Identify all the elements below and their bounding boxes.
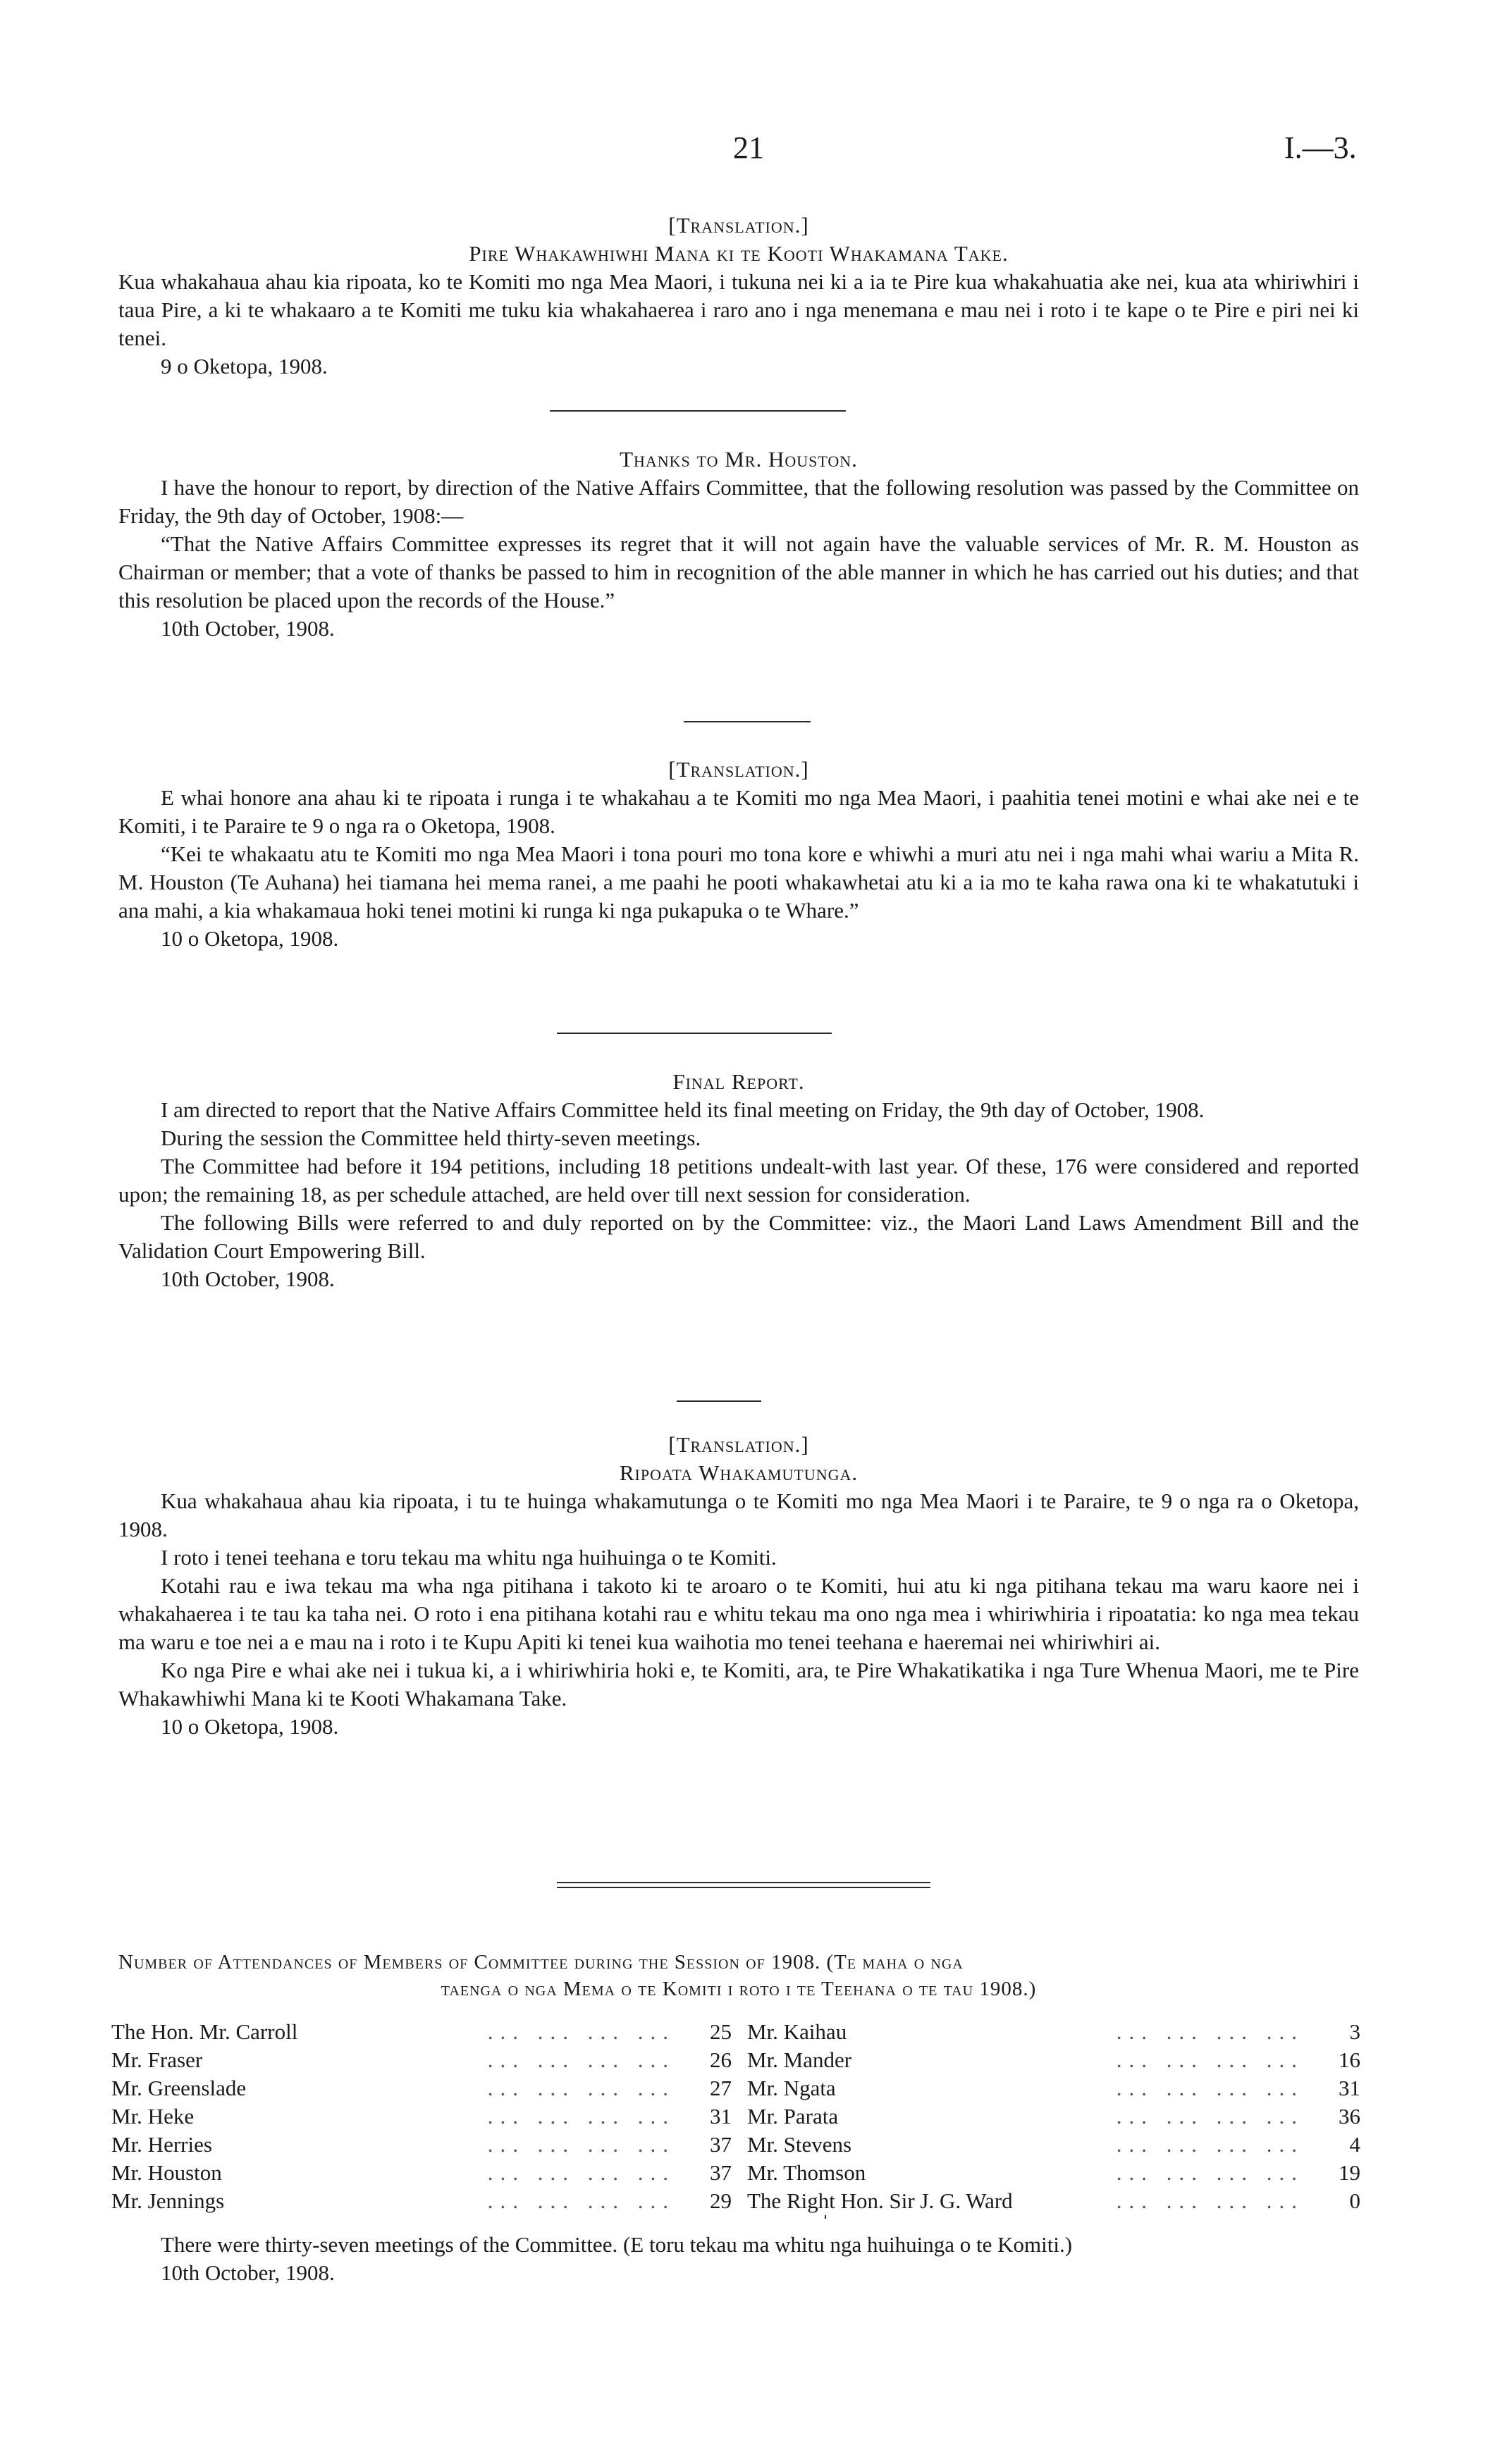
- double-divider-top: [557, 1882, 930, 1883]
- member-name: The Hon. Mr. Carroll: [111, 2018, 305, 2046]
- section-translation-bill: [118, 211, 1359, 381]
- date-line: 10 o Oketopa, 1908.: [161, 926, 339, 951]
- section-thanks-houston: [118, 445, 1359, 643]
- paragraph: E whai honore ana ahau ki te ripoata i runga i te whakahau a te Komiti mo nga Mea Maori, i paahitia tenei motini e whai ake nei e te Komiti, i te Paraire te 9 o nga ra o Oketopa, 1908.: [118, 785, 1359, 838]
- paragraph: There were thirty-seven meetings of the Committee. (E toru tekau ma whitu nga huihuinga o te Komiti.): [161, 2232, 1073, 2257]
- paragraph: The Committee had before it 194 petitions, including 18 petitions undealt-with last year. Of these, 176 were considered and reported upon; the remaining 18, as per schedule attached, are held over till next session for consideration.: [118, 1154, 1359, 1207]
- attendance-row: [111, 2046, 732, 2074]
- date-line: 10 o Oketopa, 1908.: [161, 1714, 339, 1739]
- attendance-row: [111, 2018, 732, 2046]
- leader-dots: ... ... ... ...: [1116, 2047, 1304, 2072]
- leader-dots: ... ... ... ...: [1116, 2076, 1304, 2100]
- divider: [677, 1400, 761, 1402]
- attendance-footer: [118, 2231, 1359, 2287]
- attendance-row: [111, 2074, 732, 2102]
- leader-dots: ... ... ... ...: [487, 2076, 675, 2100]
- attendance-title: [118, 1949, 1359, 2002]
- member-name: Mr. Ngata: [747, 2074, 843, 2102]
- leader-dots: ... ... ... ...: [487, 2160, 675, 2185]
- member-name: Mr. Herries: [111, 2131, 219, 2159]
- paragraph: I have the honour to report, by direction of the Native Affairs Committee, that the following resolution was passed by the Committee on Friday, the 9th day of October, 1908:—: [118, 475, 1359, 528]
- leader-dots: ... ... ... ...: [1116, 2104, 1304, 2129]
- attendance-count: 31: [1339, 2076, 1360, 2100]
- leader-dots: ... ... ... ...: [487, 2047, 675, 2072]
- paragraph: Kua whakahaua ahau kia ripoata, i tu te huinga whakamutunga o te Komiti mo nga Mea Maori i te Paraire, te 9 o nga ra o Oketopa, 1908.: [118, 1489, 1359, 1541]
- date-line: 10th October, 1908.: [161, 2260, 335, 2285]
- section-title: Final Report.: [672, 1069, 805, 1094]
- attendance-count: 37: [710, 2132, 732, 2157]
- attendance-title-line-2: taenga o nga Mema o te Komiti i roto i te Teehana o te tau 1908.): [441, 1978, 1037, 2000]
- member-name: Mr. Thomson: [747, 2159, 873, 2187]
- divider: [557, 1033, 832, 1034]
- leader-dots: ... ... ... ...: [487, 2019, 675, 2044]
- attendance-row: [747, 2046, 1360, 2074]
- paragraph: I roto i tenei teehana e toru tekau ma whitu nga huihuinga o te Komiti.: [161, 1545, 777, 1570]
- paragraph: Kotahi rau e iwa tekau ma wha nga pitihana i takoto ki te aroaro o te Komiti, hui atu ki nga pitihana tekau ma waru kaore nei i whakahaerea i te tau ka taha nei. O roto i ena pitihana kotahi rau e whitu tekau ma ono nga mea i whiriwhiria i ripoatatia: ko nga mea tekau ma waru e toe nei a e mau na i roto i te Kupu Apiti ki tenei kua waihotia mo tenei teehana e haeremai nei whiriwhiri ai.: [118, 1573, 1359, 1654]
- quoted-resolution: “That the Native Affairs Committee expresses its regret that it will not again have the valuable services of Mr. R. M. Houston as Chairman or member; that a vote of thanks be passed to him in recognition of the able manner in which he has carried out his duties; and that this resolution be placed upon the records of the House.”: [118, 531, 1359, 612]
- attendance-count: 29: [710, 2188, 732, 2213]
- member-name: Mr. Jennings: [111, 2187, 231, 2215]
- document-reference: I.—3.: [1284, 130, 1357, 165]
- leader-dots: ... ... ... ...: [1116, 2132, 1304, 2157]
- translation-label: [Translation.]: [668, 213, 809, 238]
- date-line: 9 o Oketopa, 1908.: [161, 354, 328, 378]
- leader-dots: ... ... ... ...: [487, 2188, 675, 2213]
- quoted-resolution: “Kei te whakaatu atu te Komiti mo nga Mea Maori i tona pouri mo tona kore e whiwhi a muri atu nei i nga mahi whai wariu a Mita R. M. Houston (Te Auhana) hei tiamana hei mema ranei, a me paahi he pooti whakawhetai atu ki a ia mo te kaha rawa ona ki te whakatutuki i ana mahi, a kia whakamaua hoki tenei motini ki runga ki nga pukapuka o te Whare.”: [118, 842, 1359, 923]
- leader-dots: ... ... ... ...: [1116, 2188, 1304, 2213]
- attendance-column-right: [747, 2018, 1360, 2215]
- paragraph: During the session the Committee held thirty-seven meetings.: [161, 1126, 701, 1150]
- double-divider-bottom: [557, 1887, 930, 1888]
- attendance-row: [747, 2187, 1360, 2215]
- section-final-report: [118, 1068, 1359, 1293]
- attendance-count: 36: [1339, 2104, 1360, 2129]
- member-name: The Right Hon. Sir J. G. Ward: [747, 2187, 1020, 2215]
- section-ripoata-whakamutunga: [118, 1431, 1359, 1741]
- divider: [550, 410, 846, 412]
- section-title: Thanks to Mr. Houston.: [620, 447, 858, 472]
- attendance-column-left: [111, 2018, 732, 2215]
- section-title: Pire Whakawhiwhi Mana ki te Kooti Whakamana Take.: [469, 241, 1009, 266]
- paragraph: I am directed to report that the Native Affairs Committee held its final meeting on Friday, the 9th day of October, 1908.: [161, 1097, 1205, 1122]
- attendance-row: [747, 2159, 1360, 2187]
- attendance-row: [747, 2018, 1360, 2046]
- attendance-count: 3: [1349, 2019, 1360, 2044]
- attendance-count: 25: [710, 2019, 732, 2044]
- paragraph: Kua whakahaua ahau kia ripoata, ko te Komiti mo nga Mea Maori, i tukuna nei ki a ia te Pire kua whakahuatia ake nei, kua ata whiriwhiri i taua Pire, a ki te whakaaro a te Komiti me tuku kia whakahaerea i raro ano i nga menemana e mau nei i roto i te kape o te Pire e piri nei ki tenei.: [118, 269, 1359, 350]
- paragraph: The following Bills were referred to and duly reported on by the Committee: viz., the Maori Land Laws Amendment Bill and the Validation Court Empowering Bill.: [118, 1210, 1359, 1263]
- attendance-row: [111, 2102, 732, 2131]
- page-number: 21: [733, 130, 764, 165]
- attendance-row: [747, 2102, 1360, 2131]
- leader-dots: ... ... ... ...: [1116, 2160, 1304, 2185]
- member-name: Mr. Parata: [747, 2102, 845, 2131]
- date-line: 10th October, 1908.: [161, 1267, 335, 1291]
- attendance-row: [111, 2187, 732, 2215]
- date-line: 10th October, 1908.: [161, 616, 335, 641]
- attendance-table: [106, 2018, 1360, 2229]
- member-name: Mr. Heke: [111, 2102, 201, 2131]
- section-title: Ripoata Whakamutunga.: [619, 1460, 859, 1485]
- leader-dots: ... ... ... ...: [487, 2104, 675, 2129]
- member-name: Mr. Houston: [111, 2159, 229, 2187]
- divider: [684, 721, 811, 722]
- attendance-row: [747, 2074, 1360, 2102]
- attendance-count: 37: [710, 2160, 732, 2185]
- member-name: Mr. Stevens: [747, 2131, 859, 2159]
- translation-label: [Translation.]: [668, 757, 809, 782]
- leader-dots: ... ... ... ...: [487, 2132, 675, 2157]
- attendance-title-line-1: Number of Attendances of Members of Committee during the Session of 1908. (Te maha o nga: [118, 1951, 964, 1973]
- attendance-row: [747, 2131, 1360, 2159]
- member-name: Mr. Fraser: [111, 2046, 209, 2074]
- attendance-row: [111, 2159, 732, 2187]
- section-translation-thanks: [118, 756, 1359, 953]
- attendance-count: 0: [1349, 2188, 1360, 2213]
- attendance-count: 31: [710, 2104, 732, 2129]
- paragraph: Ko nga Pire e whai ake nei i tukua ki, a i whiriwhiria hoki e, te Komiti, ara, te Pire Whakatikatika i nga Ture Whenua Maori, me te Pire Whakawhiwhi Mana ki te Kooti Whakamana Take.: [118, 1658, 1359, 1711]
- leader-dots: ... ... ... ...: [1116, 2019, 1304, 2044]
- attendance-count: 4: [1349, 2132, 1360, 2157]
- translation-label: [Translation.]: [668, 1432, 809, 1457]
- attendance-count: 27: [710, 2076, 732, 2100]
- attendance-count: 19: [1339, 2160, 1360, 2185]
- attendance-count: 16: [1339, 2047, 1360, 2072]
- member-name: Mr. Mander: [747, 2046, 859, 2074]
- member-name: Mr. Kaihau: [747, 2018, 854, 2046]
- attendance-row: [111, 2131, 732, 2159]
- member-name: Mr. Greenslade: [111, 2074, 253, 2102]
- attendance-count: 26: [710, 2047, 732, 2072]
